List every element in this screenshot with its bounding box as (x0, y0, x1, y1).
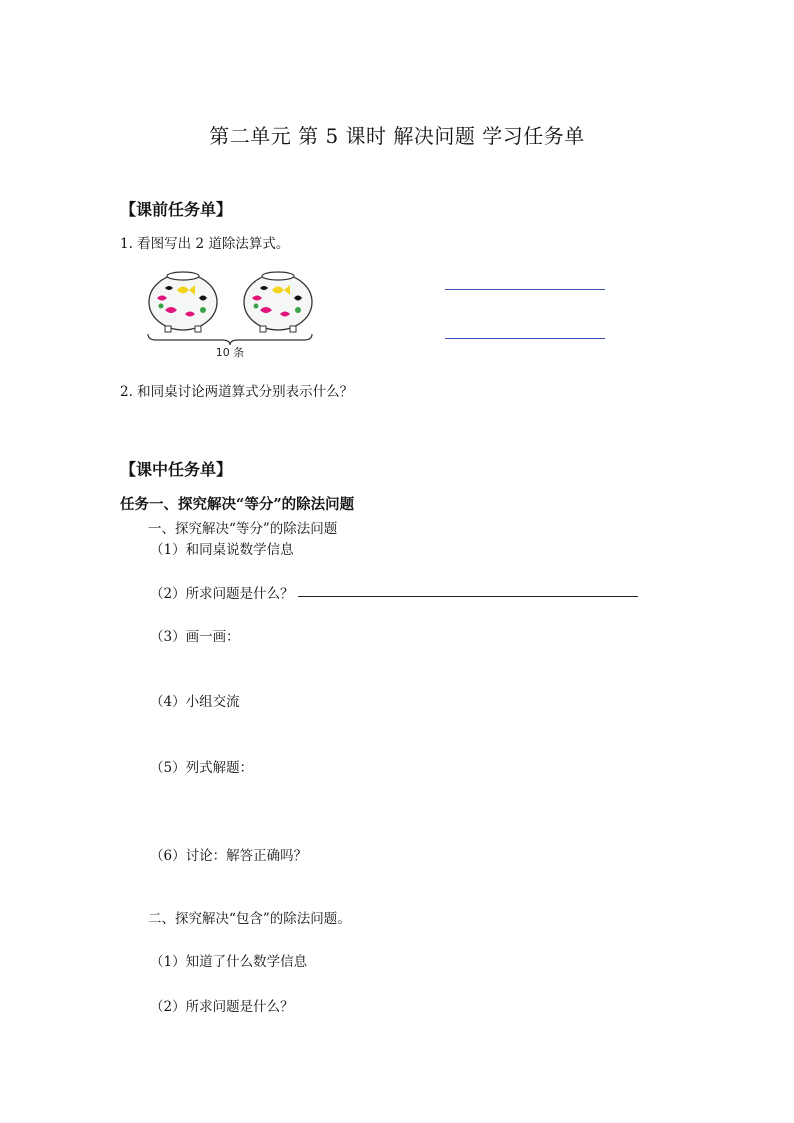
part-1-item-6: （6）讨论：解答正确吗？ (150, 848, 308, 864)
part-1-item-3: （3）画一画： (150, 629, 240, 645)
fish-bowls-figure (143, 262, 318, 360)
task-1-heading: 任务一、探究解决“等分”的除法问题 (120, 496, 355, 513)
brace (148, 334, 312, 345)
answer-line-3[interactable] (298, 596, 638, 597)
in-class-section-heading: 【课中任务单】 (120, 460, 233, 479)
answer-line-1[interactable] (445, 289, 605, 290)
question-2: 2. 和同桌讨论两道算式分别表示什么？ (120, 384, 354, 400)
part-2-item-1: （1）知道了什么数学信息 (150, 954, 308, 970)
part-1-item-1: （1）和同桌说数学信息 (150, 542, 294, 558)
part-1-heading: 一、探究解决“等分”的除法问题 (148, 521, 338, 537)
page-title: 第二单元 第 5 课时 解决问题 学习任务单 (209, 124, 585, 148)
fish-count-label: 10 条 (215, 346, 245, 359)
fish-bowl-left (149, 272, 217, 332)
fish-bowl-right (244, 272, 312, 332)
part-2-heading: 二、探究解决“包含”的除法问题。 (148, 911, 351, 927)
part-1-item-2: （2）所求问题是什么？ (150, 586, 294, 602)
question-1: 1. 看图写出 2 道除法算式。 (120, 236, 290, 252)
part-1-item-5: （5）列式解题： (150, 760, 254, 776)
answer-line-2[interactable] (445, 338, 605, 339)
pre-class-section-heading: 【课前任务单】 (120, 200, 233, 219)
part-2-item-2: （2）所求问题是什么？ (150, 999, 294, 1015)
part-1-item-4: （4）小组交流 (150, 694, 240, 710)
